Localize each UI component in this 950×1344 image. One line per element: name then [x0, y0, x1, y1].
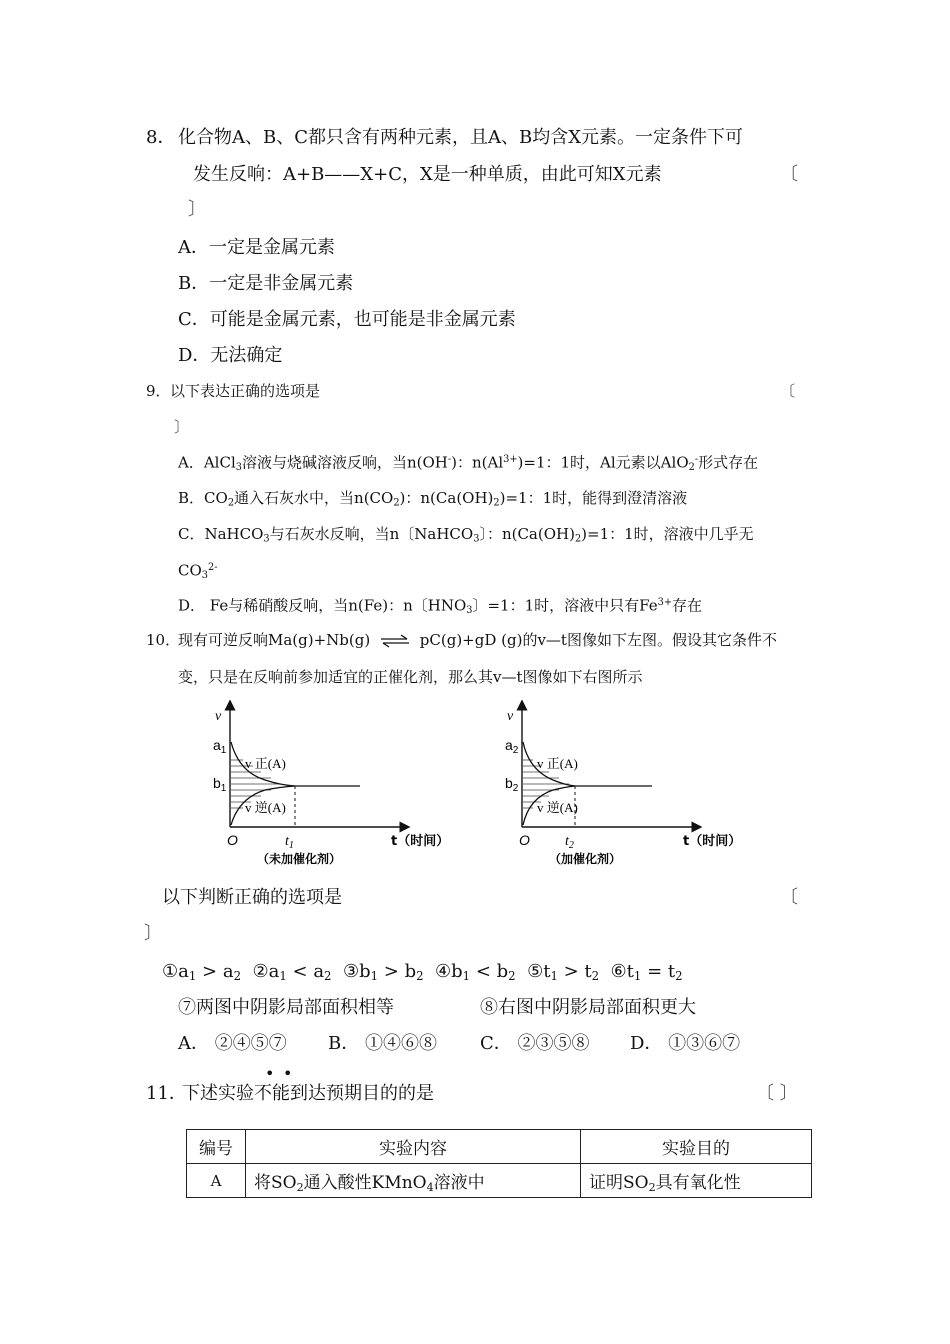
item-1: $①a_1 > a_2$ — [162, 961, 242, 983]
q9-option-b: B．$CO_2$通入石灰水中，当$n(CO_2)$：$n(Ca(OH)_2)=1$：1时，能得到澄清溶液 — [178, 489, 688, 509]
b-sub: 2 — [512, 783, 519, 794]
table-header-row — [187, 1130, 812, 1164]
b-label: b — [505, 775, 513, 791]
header-id: 编号 — [187, 1130, 246, 1164]
equilibrium-arrow-icon — [379, 634, 411, 648]
y-axis-label: v — [215, 709, 222, 724]
q10-paren-open: 〔 — [780, 887, 798, 908]
q9-option-a: A．AlCl$_3$溶液与烧碱溶液反响，当n(OH-)：$n(Al^{3+})=1$：1时，Al元素以AlO$_2$-形式存在 — [178, 453, 759, 473]
graph-left — [205, 700, 475, 872]
q10-judge-stem: 以下判断正确的选项是 — [162, 887, 342, 908]
a-label: a — [213, 737, 221, 753]
curve-forward-label: v 正(A) — [537, 756, 578, 771]
origin-label: O — [227, 832, 238, 848]
q10-choice-d: D． ①③⑥⑦ — [630, 1033, 741, 1054]
header-content: 实验内容 — [246, 1130, 581, 1164]
q8-number: 8． — [146, 127, 176, 148]
b-label: b — [213, 775, 221, 791]
t-sub: 1 — [288, 840, 294, 851]
q9-option-c: C．NaHCO$_3$与石灰水反响，当n〔NaHCO$_3$〕：$n(Ca(OH)_2)=1$：1时，溶液中几乎无 — [178, 525, 754, 545]
item-3: $③b_1 > b_2$ — [342, 961, 424, 983]
svg-text:t2 — [565, 834, 574, 851]
curve-forward-label: v 正(A) — [245, 756, 286, 771]
q8-paren-close: 〕 — [188, 199, 206, 220]
q10-choice-b: B． ①④⑥⑧ — [328, 1033, 437, 1054]
q10-item-7: ⑦两图中阴影局部面积相等 — [178, 997, 394, 1018]
t-label: t — [565, 834, 569, 849]
q9-stem: 以下表达正确的选项是 — [170, 382, 321, 400]
b-sub: 1 — [220, 783, 227, 794]
q10-judgement-items — [162, 963, 683, 983]
x-axis-label: t（时间） — [391, 834, 450, 849]
q10-item-8: ⑧右图中阴影局部面积更大 — [480, 997, 696, 1018]
origin-label: O — [519, 832, 530, 848]
a-label: a — [505, 737, 513, 753]
q10-paren-close: 〕 — [144, 923, 162, 944]
q10-choice-a: A． ②④⑤⑦ — [178, 1033, 287, 1054]
a-sub: 2 — [512, 745, 519, 756]
emphasis-dot: • — [265, 1064, 275, 1083]
svg-text:b2 — [505, 775, 519, 794]
q10-number: 10． — [146, 631, 181, 649]
curve-reverse-label: v 逆(A) — [537, 800, 578, 815]
q11-paren: 〔 〕 — [756, 1083, 798, 1104]
q8-option-d: D．无法确定 — [178, 345, 283, 366]
q8-option-b: B．一定是非金属元素 — [178, 273, 354, 294]
header-purpose: 实验目的 — [581, 1130, 812, 1164]
item-2: $②a_1 < a_2$ — [252, 961, 332, 983]
svg-text:b1 — [213, 775, 227, 794]
q9-number: 9． — [146, 382, 171, 400]
row-purpose: 证明$SO_2$具有氧化性 — [581, 1164, 812, 1198]
q10-stem-line2: 变，只是在反响前参加适宜的正催化剂，那么其v—t图像如下右图所示 — [178, 668, 643, 686]
q9-paren-close: 〕 — [174, 418, 190, 436]
t-sub: 2 — [568, 840, 574, 851]
q9-option-d: D． Fe与稀硝酸反响，当n(Fe)：n〔$HNO_3$〕=1：1时，溶液中只有$Fe^{3+}$存在 — [178, 596, 702, 616]
item-4: $④b_1 < b_2$ — [435, 961, 516, 983]
x-axis-label: t（时间） — [683, 834, 742, 849]
q8-stem-line1: 化合物A、B、C都只含有两种元素，且A、B均含X元素。一定条件下可 — [178, 127, 744, 148]
svg-text:a1 — [213, 737, 227, 756]
svg-text:a2 — [505, 737, 519, 756]
experiment-table — [186, 1129, 812, 1198]
y-axis-label: v — [507, 709, 514, 724]
row-id: A — [187, 1164, 246, 1198]
q9-option-c-cont: $CO_3^{2-}$ — [178, 561, 218, 581]
svg-text:t1 — [285, 834, 294, 851]
a-sub: 1 — [220, 745, 227, 756]
emphasis-dot: • — [283, 1064, 293, 1083]
q8-option-a: A．一定是金属元素 — [178, 237, 335, 258]
graph-right — [497, 700, 767, 872]
item-5: $⑤t_1 > t_2$ — [527, 961, 600, 983]
q8-paren-open: 〔 — [780, 164, 798, 185]
q10-choice-c: C． ②③⑤⑧ — [480, 1033, 590, 1054]
row-content: 将$SO_2$通入酸性KMnO$_4$溶液中 — [246, 1164, 581, 1198]
graph-caption: （未加催化剂） — [257, 852, 342, 866]
q8-option-c: C．可能是金属元素，也可能是非金属元素 — [178, 309, 516, 330]
q8-stem-line2: 发生反响：A+B——X+C，X是一种单质，由此可知X元素 — [193, 164, 662, 185]
table-row — [187, 1164, 812, 1198]
t-label: t — [285, 834, 289, 849]
q11-stem: 下述实验不能到达预期目的的是 — [182, 1083, 434, 1104]
q11-number: 11． — [146, 1083, 187, 1104]
q10-stem-line1: 现有可逆反响Ma(g)+Nb(g) pC(g)+gD (g)的v—t图像如下左图。假设其它条件不 — [178, 631, 777, 649]
q9-paren-open: 〔 — [780, 382, 796, 400]
item-6: $⑥t_1 = t_2$ — [610, 961, 683, 983]
curve-reverse-label: v 逆(A) — [245, 800, 286, 815]
graph-caption: （加催化剂） — [549, 852, 622, 866]
